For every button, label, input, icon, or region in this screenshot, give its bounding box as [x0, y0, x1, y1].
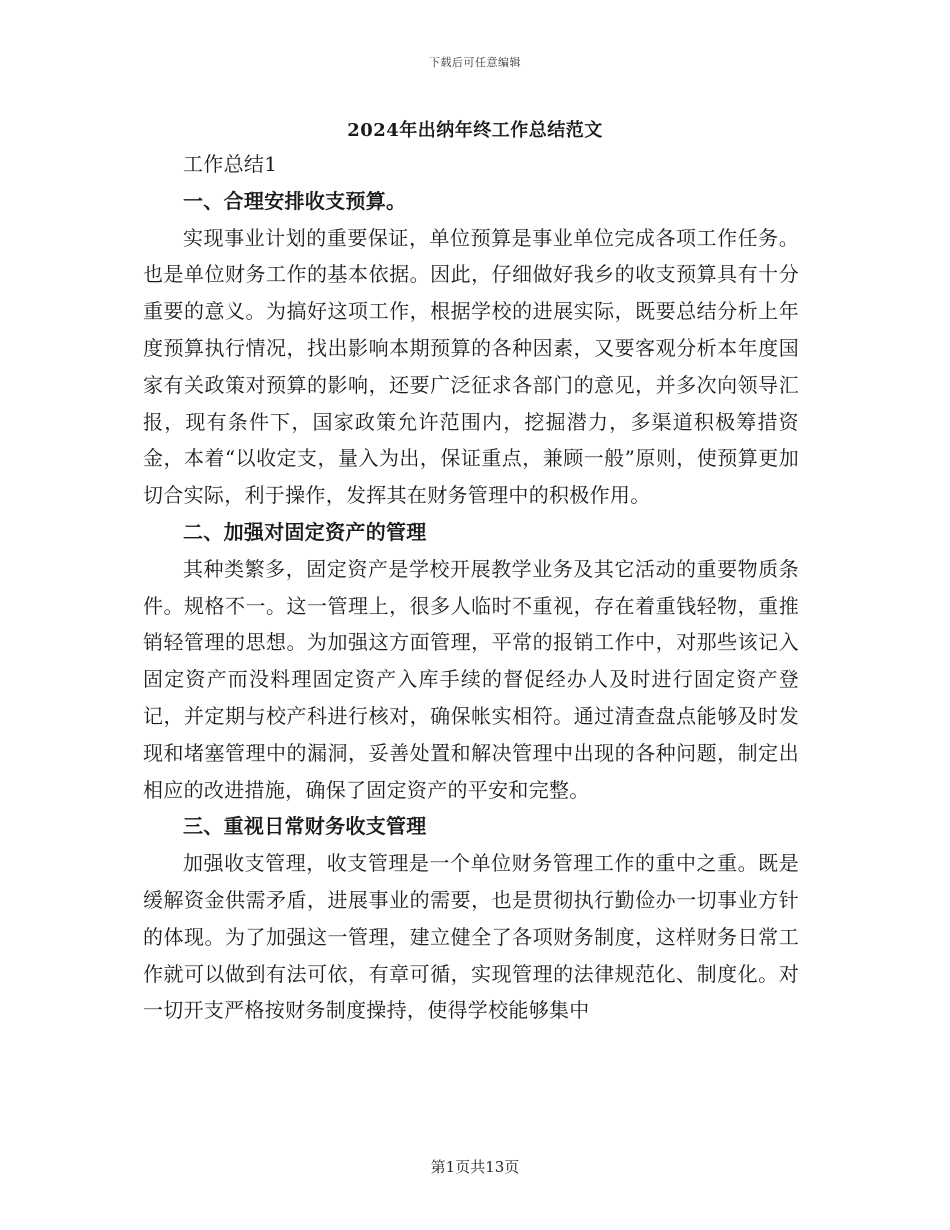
document-subtitle: 工作总结1 [183, 152, 278, 176]
section-heading-1: 一、合理安排收支预算。 [183, 188, 407, 213]
header-note: 下载后可任意编辑 [429, 56, 521, 69]
section-1-paragraph: 实现事业计划的重要保证，单位预算是事业单位完成各项工作任务。也是单位财务工作的基本依据。因此，仔细做好我乡的收支预算具有十分重要的意义。为搞好这项工作，根据学校的进展实际，既要总结分析上年度预算执行情况，找出影响本期预算的各种因素，又要客观分析本年度国家有关政策对预算的影响，还要广泛征求各部门的意见，并多次向领导汇报，现有条件下，国家政策允许范围内，挖掘潜力，多渠道积极筹措资金，本着“以收定支，量入为出，保证重点，兼顾一般”原则，使预算更加切合实际，利于操作，发挥其在财务管理中的积极作用。 [143, 225, 799, 508]
section-2-paragraph: 其种类繁多，固定资产是学校开展教学业务及其它活动的重要物质条件。规格不一。这一管理上，很多人临时不重视，存在着重钱轻物，重推销轻管理的思想。为加强这方面管理，平常的报销工作中，对那些该记入固定资产而没料理固定资产入库手续的督促经办人及时进行固定资产登记，并定期与校产科进行核对，确保帐实相符。通过清查盘点能够及时发现和堵塞管理中的漏洞，妥善处置和解决管理中出现的各种问题，制定出相应的改进措施，确保了固定资产的平安和完整。 [143, 556, 799, 802]
document-title: 2024年出纳年终工作总结范文 [347, 120, 603, 141]
page-number-footer: 第1页共13页 [430, 1158, 520, 1176]
section-heading-3: 三、重视日常财务收支管理 [183, 814, 427, 839]
section-3-paragraph: 加强收支管理，收支管理是一个单位财务管理工作的重中之重。既是缓解资金供需矛盾，进展事业的需要，也是贯彻执行勤俭办一切事业方针的体现。为了加强这一管理，建立健全了各项财务制度，这样财务日常工作就可以做到有法可依，有章可循，实现管理的法律规范化、制度化。对一切开支严格按财务制度操持，使得学校能够集中 [143, 851, 799, 1023]
document-body [143, 146, 799, 1029]
section-heading-2: 二、加强对固定资产的管理 [183, 519, 427, 544]
